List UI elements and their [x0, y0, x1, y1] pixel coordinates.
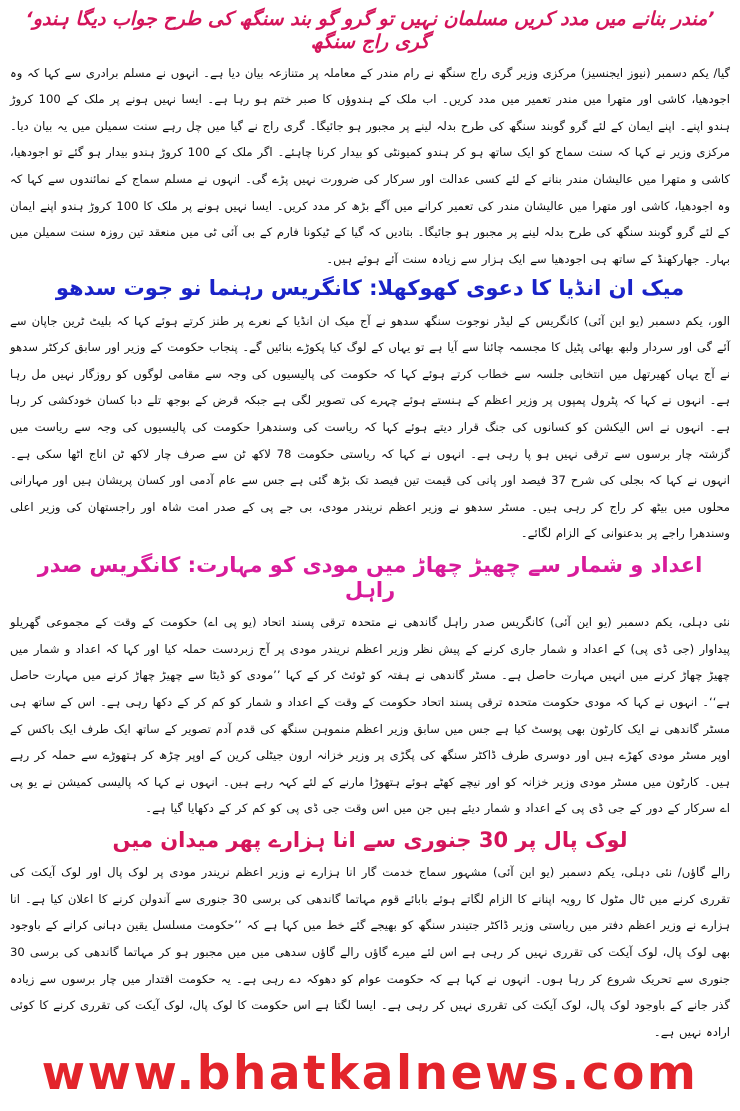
headline-rahul-gandhi: اعداد و شمار سے چھیڑ چھاڑ میں مودی کو مہارت: کانگریس صدر راہل [37, 552, 703, 603]
headline-giriraj-singh: ’مندر بنانے میں مدد کریں مسلمان نہیں تو گرو گو بند سنگھ کی طرح جواب دیگا ہندو‘ گری راج سنگھ [25, 8, 715, 53]
article-body-giriraj-singh: گیا/ یکم دسمبر (نیوز ایجنسیز) مرکزی وزیر گری راج سنگھ نے رام مندر کے معاملہ پر متنازعہ بیان دیا ہے۔ انہوں نے مسلم برادری سے کہا کہ وہ اجودھیا، کاشی اور متھرا میں مندر تعمیر میں مدد کریں۔ اب ملک کے ہندوؤں کا صبر ختم ہو رہا ہے۔ ایسا نہیں ہونے پر ملک کے 100 کروڑ ہندو اپنے۔ اپنے ایمان کے لئے گرو گوبند سنگھ کی طرح بدلہ لینے پر مجبور ہو جائیگا۔ گری راج نے گیا میں چل رہے سنت سمیلن میں یہ بیان دیا۔ مرکزی وزیر نے کہا کہ سنت سماج کو ایک ساتھ ہو کر ہندو کمیونٹی کو بیدار کرنا چاہئے۔ اگر ملک کے 100 کروڑ ہندو بیدار ہو گئے تو اجودھیا، کاشی و متھرا میں عالیشان مندر بنانے کے لئے کسی عدالت اور سرکار کی ضرورت نہیں پڑے گی۔ انہوں نے مسلم سماج کے نمائندوں سے کہا کہ وہ اجودھیا، کاشی اور متھرا میں عالیشان مندر کی تعمیر کرانے میں آگے بڑھ کر مدد کریں۔ ایسا نہیں ہونے پر ملک کا 100 کروڑ ہندو اپنے ایمان کے لئے گرو گوبند سنگھ کی طرح بدلہ لینے پر مجبور ہو جائیگا۔ بتادیں کہ گیا کے ٹیکونا فارم کے بی آئی ٹی میں منعقد تین روزہ سنت سمیلن میں بہار۔ جھارکھنڈ کے ساتھ ہی اجودھیا سے ایک ہزار سے زیادہ سنت آئے ہوئے ہیں۔ [10, 65, 730, 266]
article-anna-hazare [10, 828, 730, 1045]
article-giriraj-singh [10, 8, 730, 272]
footer-banner [0, 1046, 740, 1101]
headline-navjot-sidhu: میک ان انڈیا کا دعوی کھوکھلا: کانگریس رہنما نو جوت سدھو [55, 276, 685, 301]
article-rahul-gandhi [10, 553, 730, 822]
website-url: www.bhatkalnews.com [41, 1046, 699, 1101]
article-body-navjot-sidhu: الور، یکم دسمبر (یو این آئی) کانگریس کے لیڈر نوجوت سنگھ سدھو نے آج میک ان انڈیا کے نعرے پر طنز کرتے ہوئے کہا کہ بلیٹ ٹرین جاپان سے آئے گی اور سردار ولبھ بھائی پٹیل کا مجسمہ چائنا سے آیا ہے تو یہاں کے لوگ کیا پکوڑے بنائیں گے۔ پنجاب حکومت کے وزیر اور سابق کرکٹر سدھو نے آج یہاں کھیرتھل میں انتخابی جلسہ سے خطاب کرتے ہوئے کہا کہ حکومت کی پالیسیوں کی وجہ سے مقامی لوگوں کو روزگار نہیں مل رہا ہے۔ انہوں نے کہا کہ پٹرول پمپوں پر وزیر اعظم کے ہنستے ہوئے چہرے کی تصویر لگی ہے جبکہ قرض کے بوجھ تلے دبا کسان خودکشی کر رہا ہے۔ انہوں نے اس الیکشن کو کسانوں کی جنگ قرار دیتے ہوئے کہا کہ ریاست کی وسندھرا حکومت کی پالیسیوں کی وجہ سے ریاست میں گزشتہ چار برسوں سے ترقی نہیں ہو پا رہی ہے۔ انہوں نے کہا کہ ریاستی حکومت 78 لاکھ ٹن سے صرف چار لاکھ ٹن اناج اٹھا سکی ہے۔ انہوں نے کہا کہ بجلی کی شرح 37 فیصد اور پانی کی قیمت تین فیصد تک بڑھ گئی ہے جس سے عام آدمی اور کسان پریشان ہیں اور مہارانی محلوں میں بیٹھ کر راج کر رہی ہیں۔ مسٹر سدھو نے وزیر اعظم نریندر مودی، بی جے پی کے صدر امت شاہ اور راجستھان کی وزیر اعلی وسندھرا راجے پر بدعنوانی کے الزام لگائے۔ [10, 313, 730, 541]
article-body-rahul-gandhi: نئی دہلی، یکم دسمبر (یو این آئی) کانگریس صدر راہل گاندھی نے متحدہ ترقی پسند اتحاد (یو پی اے) حکومت کے وقت کے مجموعی گھریلو پیداوار (جی ڈی پی) کے اعداد و شمار جاری کرنے کے پیش نظر وزیر اعظم نریندر مودی پر آج زبردست حملہ کیا اور کہا کہ اعداد و شمار میں چھیڑ چھاڑ کرنے میں انہیں مہارت حاصل ہے۔ مسٹر گاندھی نے ہفتہ کو ٹوئٹ کر کے کہا ’’مودی کو ڈیٹا سے چھیڑ چھاڑ کرنے میں مہارت حاصل ہے‘‘۔ انہوں نے کہا کہ مودی حکومت متحدہ ترقی پسند اتحاد حکومت کے وقت کے اعداد و شمار کو کم کر کے دکھا رہی ہے۔ اس کے ساتھ ہی مسٹر گاندھی نے ایک کارٹون بھی پوسٹ کیا ہے جس میں سابق وزیر اعظم منموہن سنگھ کی قدم آدم تصویر کے ساتھ ایک طرف ایک باکس کے اوپر مسٹر مودی کھڑے ہیں اور دوسری طرف ڈاکٹر سنگھ کی پگڑی پر وزیر خزانہ ارون جیٹلی کرین کے اوپر چڑھ کر ہتھوڑے سے حملہ کر رہے ہیں۔ کارٹون میں مسٹر مودی وزیر خزانہ کو اور نیچے کھٹے ہوئے ہتھوڑا مارنے کے لئے کہہ رہے ہیں۔ انہوں نے کہا کہ پالیسی کمیشن نے یو پی اے سرکار کے دور کے جی ڈی پی کے اعداد و شمار دیئے ہیں جن میں اس وقت جی ڈی پی کو کم کر کے دکھایا گیا ہے۔ [10, 615, 730, 816]
article-body-anna-hazare: رالے گاؤں/ نئی دہلی، یکم دسمبر (یو این آئی) مشہور سماج خدمت گار انا ہزارے نے وزیر اعظم نریندر مودی پر لوک پال اور لوک آیکت کی تقرری کرنے میں ٹال مٹول کا رویہ اپنانے کا الزام لگاتے ہوئے بابائے قوم مہاتما گاندھی کی برسی 30 جنوری سے آندولن کرنے کا اعلان کیا ہے۔ انا ہزارے نے وزیر اعظم دفتر میں ریاستی وزیر ڈاکٹر جتیندر سنگھ کو بھیجے گئے خط میں کہا ہے کہ ’’حکومت مسلسل یقین دہانی کرانے کے باوجود بھی لوک پال، لوک آیکت کی تقرری نہیں کر رہی ہے اس لئے میرے گاؤں رالے گاؤں سدھی میں میں مجبور ہو کر مہاتما گاندھی کی برسی 30 جنوری سے تحریک شروع کر رہا ہوں۔ انہوں نے کہا ہے کہ حکومت عوام کو دھوکہ دے رہی ہے۔ یہ حکومت اقتدار میں چار برسوں سے زیادہ گذر جانے کے باوجود لوک پال، لوک آیکت کی تقرری نہیں کر رہی ہے۔ ایسا لگتا ہے اس حکومت کا لوک پال، لوک آیکت کی تقرری کرنے کا کوئی ارادہ نہیں ہے۔ [10, 865, 730, 1039]
headline-anna-hazare: لوک پال پر 30 جنوری سے انا ہزارے پھر میدان میں [112, 828, 628, 852]
article-navjot-sidhu [10, 276, 730, 547]
